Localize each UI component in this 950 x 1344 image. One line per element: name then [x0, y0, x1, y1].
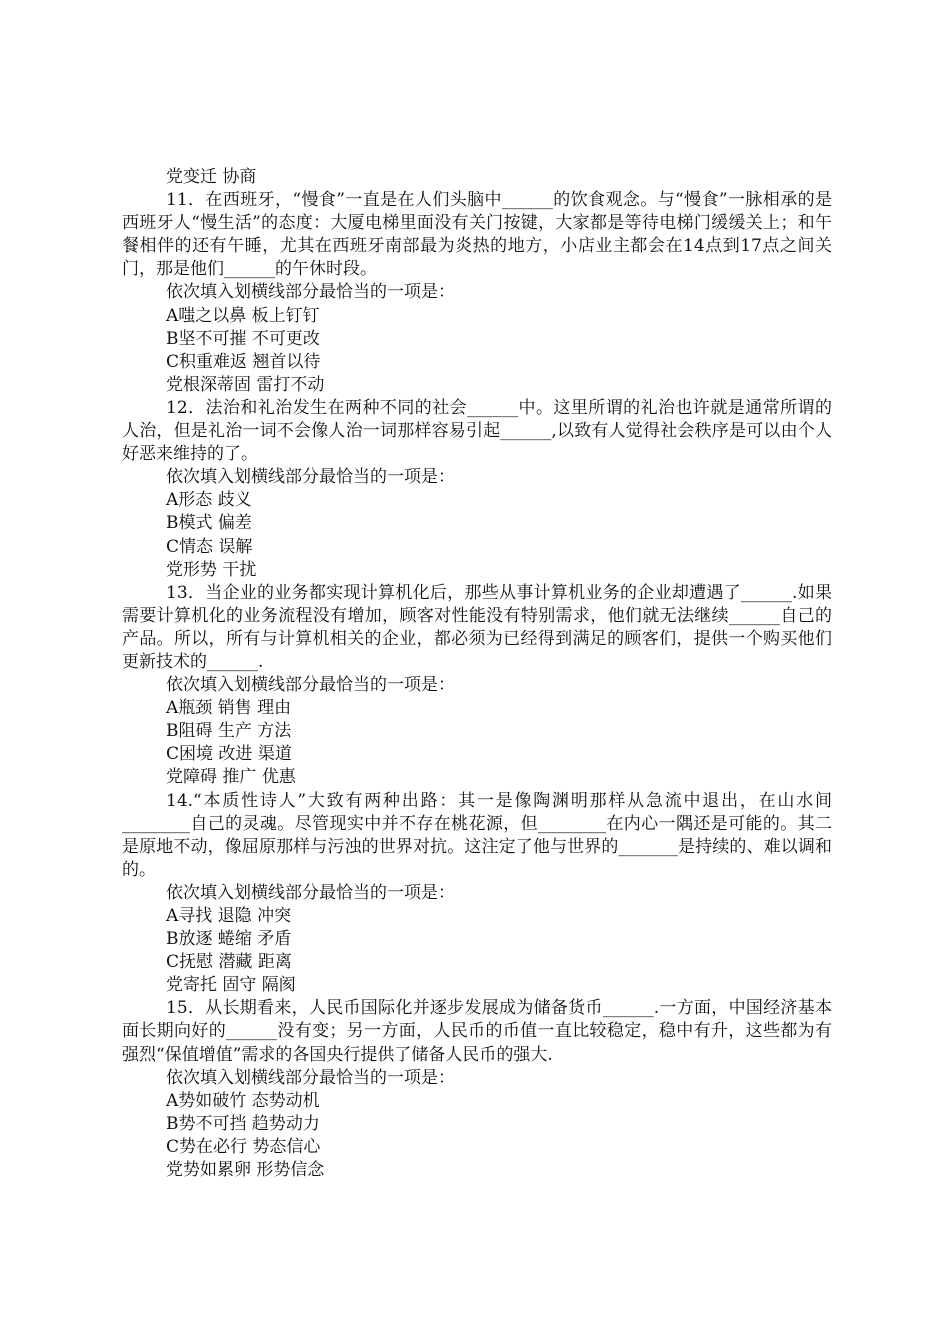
- question-stem: 11．在西班牙，“慢食”一直是在人们头脑中______的饮食观念。与“慢食”一脉相承的是西班牙人“慢生活”的态度：大厦电梯里面没有关门按键，大家都是等待电梯门缓缓关上；和午餐相伴的还有午睡，尤其在西班牙南部最为炎热的地方，小店业主都会在14点到17点之间关门，那是他们______的午休时段。: [122, 190, 832, 280]
- option-b: B坚不可摧 不可更改: [166, 328, 320, 349]
- option-c: C抚慰 潜藏 距离: [166, 952, 292, 973]
- option-b: B放逐 蜷缩 矛盾: [166, 929, 292, 950]
- question-stem: 14.“本质性诗人”大致有两种出路：其一是像陶渊明那样从急流中退出，在山水间________自己的灵魂。尽管现实中并不存在桃花源，但________在内心一隅还是可能的。其二是原地不动，像屈原那样与污浊的世界对抗。这注定了他与世界的_______是持续的、难以调和的。: [122, 790, 832, 880]
- question-15: [122, 997, 832, 1182]
- option-a: A寻找 退隐 冲突: [166, 906, 292, 926]
- question-stem: 15．从长期看来，人民币国际化并逐步发展成为储备货币______.一方面，中国经济基本面长期向好的______没有变；另一方面，人民币的币值一直比较稳定，稳中有升，这些都为有强烈“保值增值”需求的各国央行提供了储备人民币的强大.: [122, 998, 832, 1065]
- option-d: 党势如累卵 形势信念: [166, 1160, 325, 1181]
- option-a: A形态 歧义: [166, 490, 252, 511]
- option-c: C积重难返 翘首以待: [166, 351, 321, 372]
- option-c: C情态 误解: [166, 536, 253, 557]
- question-prompt: 依次填入划横线部分最恰当的一项是：: [166, 1067, 455, 1088]
- question-13: [122, 582, 832, 790]
- option-a: A势如破竹 态势动机: [166, 1090, 320, 1111]
- option-c: C困境 改进 渠道: [166, 744, 292, 765]
- question-prompt: 依次填入划横线部分最恰当的一项是：: [166, 282, 455, 303]
- document-body: [122, 166, 832, 1182]
- option-b: B模式 偏差: [166, 513, 252, 534]
- option-d: 党形势 干扰: [166, 559, 257, 580]
- question-prompt: 依次填入划横线部分最恰当的一项是：: [166, 675, 455, 696]
- option-a: A瓶颈 销售 理由: [166, 698, 292, 719]
- option-b: B势不可挡 趋势动力: [166, 1113, 320, 1134]
- option-d: 党寄托 固守 隔阂: [166, 975, 296, 996]
- question-11: [122, 189, 832, 397]
- intro-option-line: 党变迁 协商: [166, 167, 257, 187]
- option-d: 党根深蒂固 雷打不动: [166, 374, 325, 395]
- option-c: C势在必行 势态信心: [166, 1136, 321, 1157]
- question-stem: 12．法治和礼治发生在两种不同的社会______中。这里所谓的礼治也许就是通常所谓的人治，但是礼治一词不会像人治一词那样容易引起______,以致有人觉得社会秩序是可以由个人好恶来维持的了。: [122, 397, 832, 465]
- option-d: 党障碍 推广 优惠: [166, 767, 296, 788]
- question-prompt: 依次填入划横线部分最恰当的一项是：: [166, 882, 455, 903]
- question-14: [122, 790, 832, 998]
- question-12: [122, 397, 832, 582]
- option-a: A嗤之以鼻 板上钉钉: [166, 305, 320, 326]
- question-stem: 13．当企业的业务都实现计算机化后，那些从事计算机业务的企业却遭遇了______.如果需要计算机化的业务流程没有增加，顾客对性能没有特别需求，他们就无法继续______自己的产品。所以，所有与计算机相关的企业，都必须为已经得到满足的顾客们，提供一个购买他们更新技术的______.: [122, 582, 832, 672]
- option-b: B阻碍 生产 方法: [166, 721, 292, 742]
- question-prompt: 依次填入划横线部分最恰当的一项是：: [166, 467, 455, 488]
